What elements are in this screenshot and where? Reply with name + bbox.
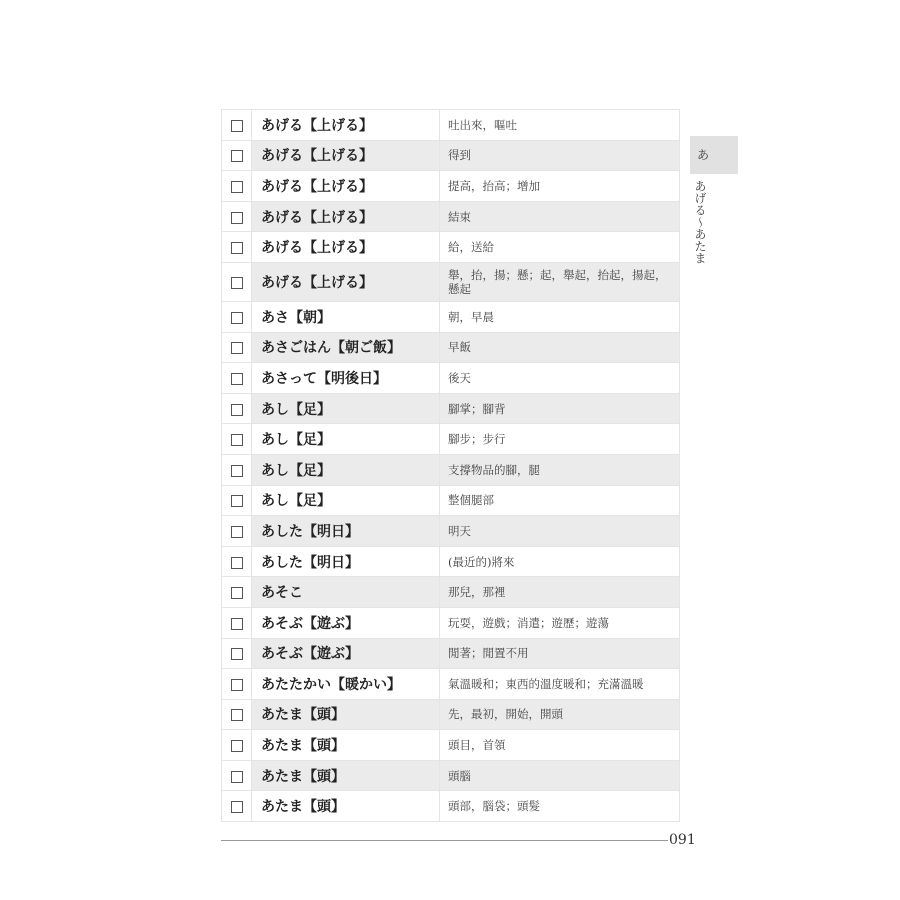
study-checkbox[interactable] [231,181,243,193]
study-checkbox[interactable] [231,434,243,446]
checkbox-cell [222,669,252,700]
vocab-meaning: 早飯 [440,332,680,363]
vocab-meaning: 玩耍，遊戲；消遣；遊歷；遊蕩 [440,607,680,638]
vocab-word: あげる【上げる】 [252,201,440,232]
vocab-row [222,760,680,791]
checkbox-cell [222,546,252,577]
vocab-row [222,730,680,761]
vocab-word: あした【明日】 [252,546,440,577]
vocabulary-table-body [222,110,680,822]
checkbox-cell [222,363,252,394]
study-checkbox[interactable] [231,150,243,162]
vocab-meaning: 氣溫暖和；東西的溫度暖和；充滿溫暖 [440,669,680,700]
checkbox-cell [222,485,252,516]
checkbox-cell [222,760,252,791]
vocab-meaning: 吐出來，嘔吐 [440,110,680,141]
study-checkbox[interactable] [231,465,243,477]
vocab-row [222,577,680,608]
page-number: 091 [669,832,696,848]
vocab-row [222,301,680,332]
vocab-row [222,424,680,455]
vocab-word: あげる【上げる】 [252,140,440,171]
vocab-meaning: 頭目，首領 [440,730,680,761]
vocab-meaning: 支撐物品的腳，腿 [440,454,680,485]
study-checkbox[interactable] [231,679,243,691]
study-checkbox[interactable] [231,526,243,538]
vocab-row [222,201,680,232]
study-checkbox[interactable] [231,212,243,224]
vocab-word: あした【明日】 [252,516,440,547]
vocab-meaning: 給，送給 [440,232,680,263]
vocab-meaning: 整個腿部 [440,485,680,516]
vocab-meaning: 頭腦 [440,760,680,791]
vocab-row [222,791,680,822]
vocab-meaning: 腳掌；腳背 [440,393,680,424]
vocab-row [222,332,680,363]
checkbox-cell [222,393,252,424]
vocab-row [222,638,680,669]
vocab-word: あそぶ【遊ぶ】 [252,638,440,669]
study-checkbox[interactable] [231,404,243,416]
checkbox-cell [222,699,252,730]
study-checkbox[interactable] [231,587,243,599]
vocab-word: あそこ [252,577,440,608]
vocab-word: あさごはん【朝ご飯】 [252,332,440,363]
study-checkbox[interactable] [231,648,243,660]
vocab-row [222,485,680,516]
vocab-meaning: 得到 [440,140,680,171]
footer-divider [221,840,668,841]
checkbox-cell [222,262,252,301]
vocab-word: あげる【上げる】 [252,110,440,141]
vocab-word: あたま【頭】 [252,699,440,730]
study-checkbox[interactable] [231,120,243,132]
vocab-word: あさ【朝】 [252,301,440,332]
study-checkbox[interactable] [231,342,243,354]
vocab-word: あし【足】 [252,424,440,455]
vocab-meaning: 後天 [440,363,680,394]
vocab-row [222,393,680,424]
vocab-meaning: 舉，抬，揚；懸；起，舉起，抬起，揚起，懸起 [440,262,680,301]
vocab-row [222,546,680,577]
vocab-meaning: 腳步；步行 [440,424,680,455]
section-index-label: あ [697,148,710,162]
vocab-row [222,110,680,141]
checkbox-cell [222,140,252,171]
vocab-word: あたま【頭】 [252,791,440,822]
study-checkbox[interactable] [231,557,243,569]
checkbox-cell [222,232,252,263]
vocab-row [222,262,680,301]
vocab-meaning: 明天 [440,516,680,547]
vocab-word: あし【足】 [252,393,440,424]
checkbox-cell [222,730,252,761]
vocab-word: あたま【頭】 [252,760,440,791]
vocab-meaning: 結束 [440,201,680,232]
checkbox-cell [222,607,252,638]
vocab-row [222,140,680,171]
vocab-meaning: 閒著；閒置不用 [440,638,680,669]
vocab-row [222,669,680,700]
study-checkbox[interactable] [231,709,243,721]
study-checkbox[interactable] [231,801,243,813]
vocab-word: あげる【上げる】 [252,232,440,263]
vocab-meaning: 提高，抬高；增加 [440,171,680,202]
vocab-word: あげる【上げる】 [252,171,440,202]
checkbox-cell [222,424,252,455]
vocab-meaning: (最近的)將來 [440,546,680,577]
checkbox-cell [222,332,252,363]
vocabulary-table [221,109,680,822]
checkbox-cell [222,301,252,332]
checkbox-cell [222,201,252,232]
vocab-row [222,516,680,547]
vocab-word: あさって【明後日】 [252,363,440,394]
vocab-word: あげる【上げる】 [252,262,440,301]
page-range-label: あげる～あたま [693,180,707,264]
checkbox-cell [222,171,252,202]
vocab-meaning: 那兒，那裡 [440,577,680,608]
vocab-word: あたたかい【暖かい】 [252,669,440,700]
study-checkbox[interactable] [231,312,243,324]
vocab-row [222,232,680,263]
vocab-meaning: 朝，早晨 [440,301,680,332]
checkbox-cell [222,577,252,608]
study-checkbox[interactable] [231,242,243,254]
checkbox-cell [222,516,252,547]
vocab-row [222,699,680,730]
vocab-row [222,363,680,394]
study-checkbox[interactable] [231,771,243,783]
study-checkbox[interactable] [231,495,243,507]
vocab-row [222,454,680,485]
vocab-word: あし【足】 [252,454,440,485]
section-index-tab [690,136,738,174]
study-checkbox[interactable] [231,740,243,752]
vocab-row [222,607,680,638]
study-checkbox[interactable] [231,618,243,630]
vocab-meaning: 頭部，腦袋；頭髮 [440,791,680,822]
study-checkbox[interactable] [231,373,243,385]
checkbox-cell [222,638,252,669]
vocab-meaning: 先，最初，開始，開頭 [440,699,680,730]
study-checkbox[interactable] [231,277,243,289]
vocab-word: あそぶ【遊ぶ】 [252,607,440,638]
vocab-word: あたま【頭】 [252,730,440,761]
vocab-row [222,171,680,202]
checkbox-cell [222,110,252,141]
checkbox-cell [222,454,252,485]
checkbox-cell [222,791,252,822]
vocab-word: あし【足】 [252,485,440,516]
